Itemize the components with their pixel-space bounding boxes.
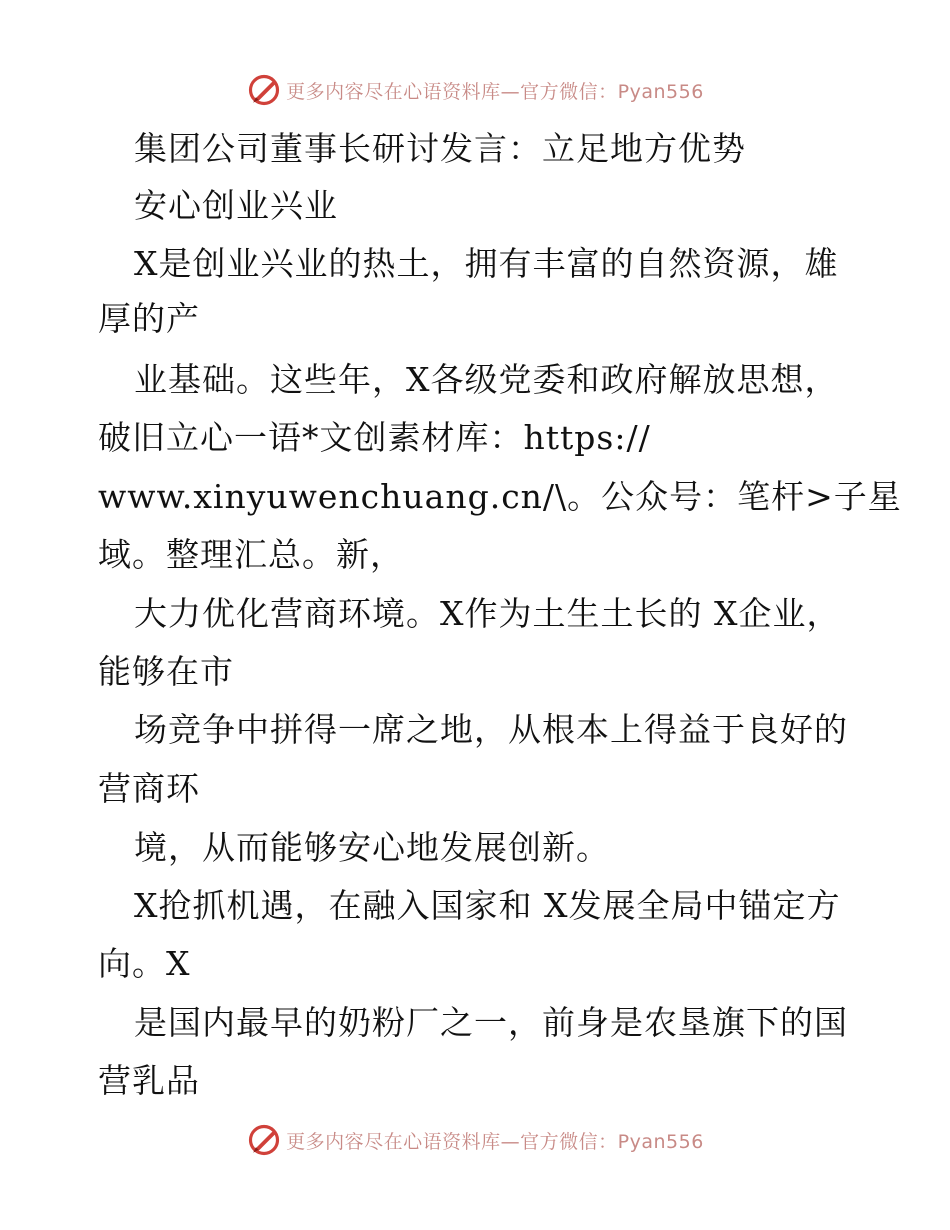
- paragraph-line: 境，从而能够安心地发展创新。: [134, 828, 610, 867]
- paragraph-line: X是创业兴业的热土，拥有丰富的自然资源，雄: [134, 244, 839, 283]
- paragraph-line: 域。整理汇总。新，: [98, 535, 404, 574]
- paragraph-line: 营乳品: [98, 1061, 200, 1100]
- watermark-text: 更多内容尽在心语资料库—官方微信：Pyan556: [286, 80, 704, 103]
- paragraph-line: 场竞争中拼得一席之地，从根本上得益于良好的: [134, 710, 848, 749]
- pen-logo-icon: [246, 1122, 282, 1158]
- document-title-line-2: 安心创业兴业: [134, 186, 338, 225]
- paragraph-line: www.xinyuwenchuang.cn/\。公众号：笔杆>子星: [98, 477, 902, 516]
- paragraph-line: X抢抓机遇，在融入国家和 X发展全局中锚定方: [134, 886, 841, 925]
- paragraph-line: 大力优化营商环境。X作为土生土长的 X企业，: [134, 594, 841, 633]
- paragraph-line: 营商环: [98, 769, 200, 808]
- paragraph-line: 厚的产: [98, 299, 200, 338]
- pen-logo-icon: [246, 72, 282, 108]
- paragraph-line: 能够在市: [98, 652, 234, 691]
- watermark-footer: [0, 1120, 950, 1160]
- document-title-line-1: 集团公司董事长研讨发言：立足地方优势: [134, 129, 746, 168]
- watermark-text: 更多内容尽在心语资料库—官方微信：Pyan556: [286, 1130, 704, 1153]
- paragraph-line: 业基础。这些年，X各级党委和政府解放思想，: [134, 360, 839, 399]
- paragraph-line: 是国内最早的奶粉厂之一，前身是农垦旗下的国: [134, 1003, 848, 1042]
- paragraph-line: 向。X: [98, 944, 191, 983]
- watermark-header: [0, 70, 950, 110]
- paragraph-line: 破旧立心一语*文创素材库：https://: [98, 418, 651, 457]
